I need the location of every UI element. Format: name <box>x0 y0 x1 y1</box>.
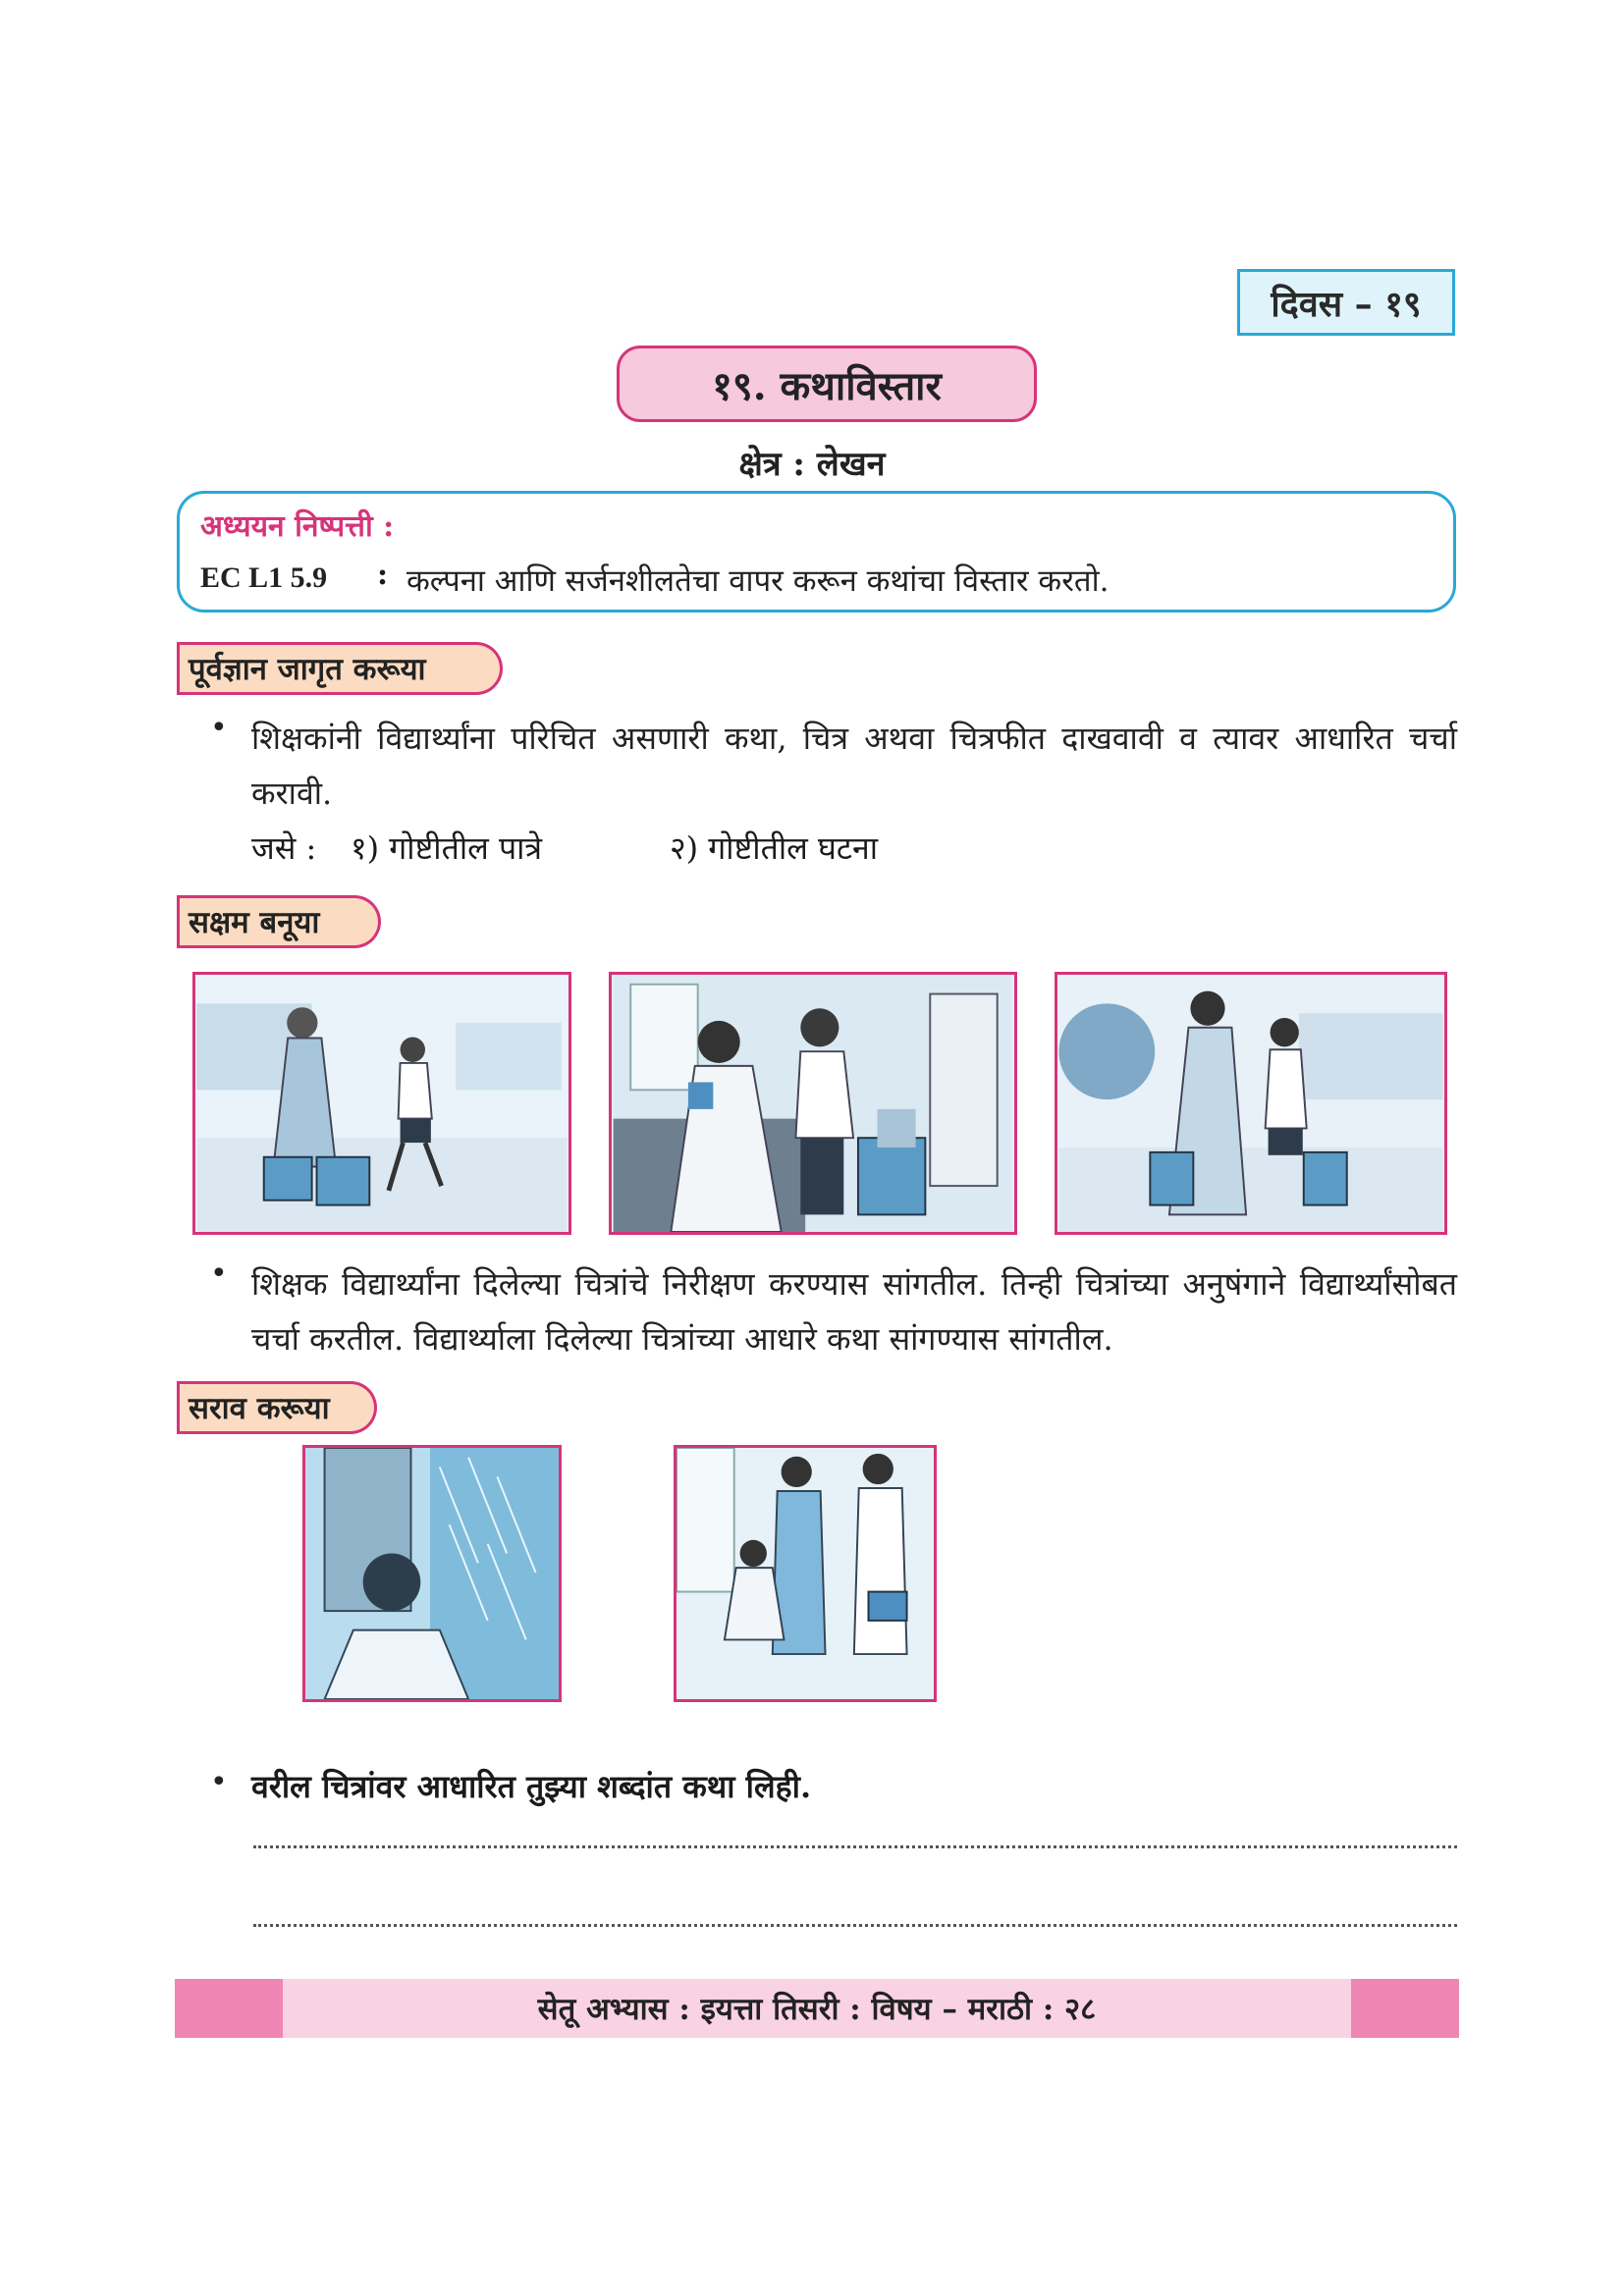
section-tab-label: सराव करूया <box>189 1391 330 1426</box>
practice-instruction: वरील चित्रांवर आधारित तुझ्या शब्दांत कथा लिही. <box>251 1768 812 1805</box>
bullet-icon: • <box>210 711 228 745</box>
learning-outcome-heading: अध्ययन निष्पत्ती : <box>200 509 395 544</box>
footer-text: सेतू अभ्यास : इयत्ता तिसरी : विषय – मराठी : २८ <box>537 1992 1097 2027</box>
area-subtitle: क्षेत्र : लेखन <box>738 445 886 484</box>
writing-line[interactable] <box>253 1924 1457 1927</box>
example-item-events: २) गोष्टीतील घटना <box>670 829 879 867</box>
illustration-drawing <box>1057 975 1444 1232</box>
illustration-mother-and-son-walking <box>1055 972 1447 1235</box>
prior-knowledge-instruction: शिक्षकांनी विद्यार्थ्यांना परिचित असणारी कथा, चित्र अथवा चित्रफीत दाखवावी व त्यावर आधारित चर्चा करावी. <box>251 720 1457 812</box>
illustration-drawing <box>612 975 1014 1232</box>
illustration-girl-watching-rain <box>302 1445 562 1702</box>
bullet-icon: • <box>210 1765 228 1799</box>
illustration-boy-comforting-mother <box>609 972 1017 1235</box>
illustration-drawing <box>195 975 568 1232</box>
section-tab-label: सक्षम बनूया <box>189 905 320 940</box>
bullet-icon: • <box>210 1256 228 1291</box>
section-tab-capable <box>177 895 381 948</box>
day-label: दिवस – १९ <box>1271 283 1422 325</box>
chapter-title-box <box>617 346 1037 422</box>
learning-outcome-text: कल्पना आणि सर्जनशीलतेचा वापर करून कथांचा विस्तार करतो. <box>406 563 1110 599</box>
capable-instruction: शिक्षक विद्यार्थ्यांना दिलेल्या चित्रांचे निरीक्षण करण्यास सांगतील. तिन्ही चित्रांच्या अनुषंगाने विद्यार्थ्यांसोबत चर्चा करतील. विद्यार्थ्याला दिलेल्या चित्रांच्या आधारे कथा सांगण्यास सांगतील. <box>251 1265 1457 1358</box>
illustration-drawing <box>677 1448 934 1699</box>
chapter-title: १९. कथाविस्तार <box>712 362 942 409</box>
learning-outcome-separator: : <box>377 558 389 592</box>
illustration-drawing <box>305 1448 559 1699</box>
section-tab-label: पूर्वज्ञान जागृत करूया <box>189 652 426 687</box>
learning-outcome-code: EC L1 5.9 <box>200 561 328 594</box>
illustration-mother-with-bags-boy-running <box>192 972 571 1235</box>
section-tab-prior-knowledge <box>177 642 503 695</box>
section-tab-practice <box>177 1381 377 1434</box>
day-badge <box>1237 269 1455 336</box>
illustration-family-greeting-at-door <box>674 1445 937 1702</box>
example-label: जसे : <box>251 829 317 867</box>
example-item-characters: १) गोष्टीतील पात्रे <box>351 829 543 867</box>
writing-line[interactable] <box>253 1845 1457 1848</box>
